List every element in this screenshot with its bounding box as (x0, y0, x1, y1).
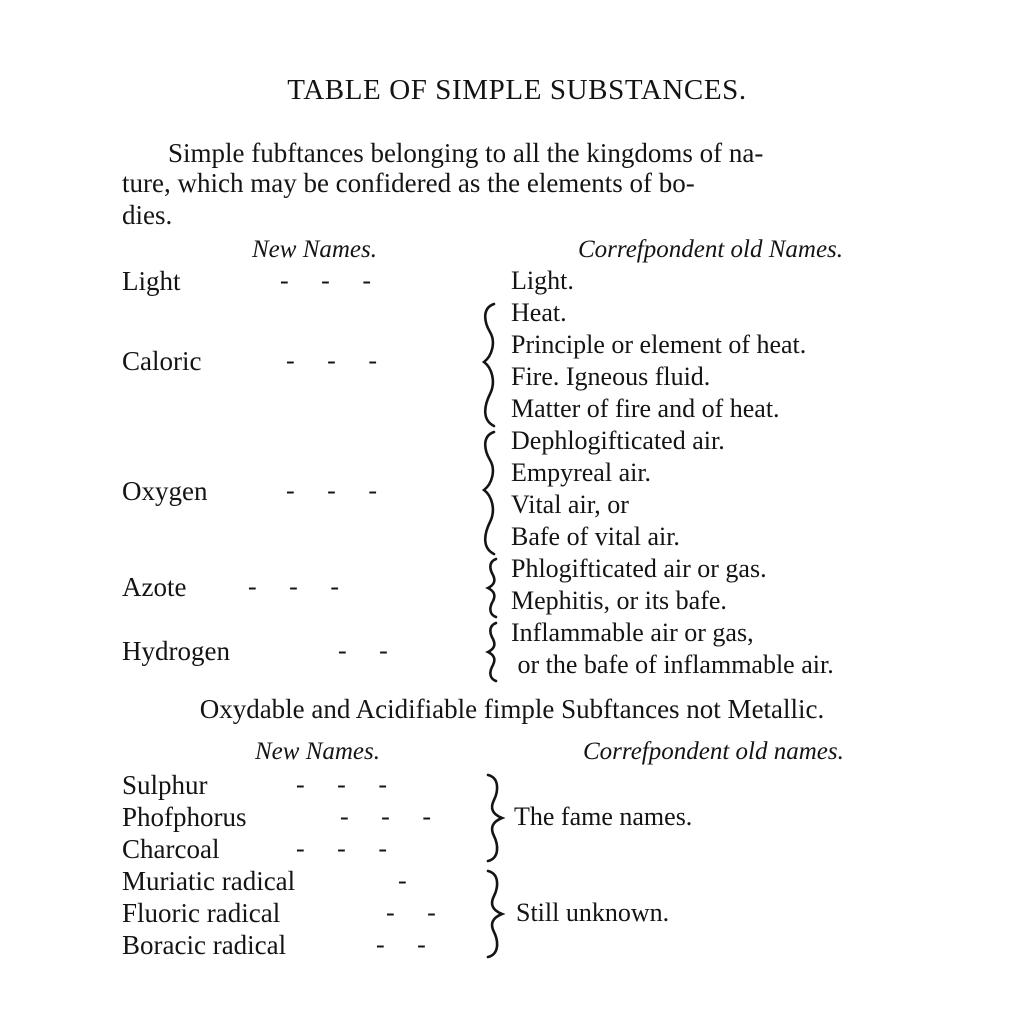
dash-leader: - - (338, 636, 388, 665)
old-name: Light. (511, 266, 574, 295)
brace-icon (478, 300, 508, 430)
intro-line-3: dies. (122, 200, 173, 230)
new-name-hydrogen: Hydrogen (122, 636, 230, 666)
old-name: Mephitis, or its bafe. (511, 586, 727, 615)
new-name-boracic-radical: Boracic radical (122, 930, 287, 960)
brace-icon (478, 428, 508, 558)
brace-icon (482, 556, 506, 620)
dash-leader: - - - (286, 476, 377, 505)
new-name-phosphorus: Phofphorus (122, 802, 247, 832)
old-name: Heat. (511, 298, 567, 327)
old-name: Principle or element of heat. (511, 330, 807, 359)
old-name: Dephlogifticated air. (511, 426, 725, 455)
old-name: Inflammable air or gas, (511, 618, 754, 647)
new-name-light: Light (122, 266, 181, 296)
new-name-muriatic-radical: Muriatic radical (122, 866, 296, 896)
old-name: Still unknown. (516, 898, 670, 927)
dash-leader: - - (376, 930, 426, 959)
new-name-oxygen: Oxygen (122, 476, 208, 506)
brace-icon (484, 868, 510, 960)
dash-leader: - - - (296, 834, 387, 863)
new-name-azote: Azote (122, 572, 187, 602)
old-name: Vital air, or (511, 490, 629, 519)
old-name: or the bafe of inflammable air. (511, 650, 834, 679)
brace-icon (484, 772, 510, 864)
col-new-names-heading: New Names. (255, 738, 380, 765)
new-name-caloric: Caloric (122, 346, 202, 376)
dash-leader: - - - (280, 266, 371, 295)
new-name-charcoal: Charcoal (122, 834, 220, 864)
intro-line-2: ture, which may be confidered as the elements of bo- (122, 168, 695, 198)
brace-icon (482, 620, 506, 684)
intro-line-1: Simple fubftances belonging to all the kingdoms of na- (168, 138, 764, 168)
dash-leader: - - - (286, 346, 377, 375)
page-title: TABLE OF SIMPLE SUBSTANCES. (287, 74, 747, 106)
new-name-fluoric-radical: Fluoric radical (122, 898, 281, 928)
dash-leader: - - (386, 898, 436, 927)
dash-leader: - (398, 866, 407, 895)
new-name-sulphur: Sulphur (122, 770, 208, 800)
old-name: The fame names. (514, 802, 693, 831)
old-name: Fire. Igneous fluid. (511, 362, 711, 391)
old-name: Matter of fire and of heat. (511, 394, 780, 423)
old-name: Phlogifticated air or gas. (511, 554, 767, 583)
dash-leader: - - - (248, 572, 339, 601)
dash-leader: - - - (340, 802, 431, 831)
old-name: Empyreal air. (511, 458, 652, 487)
col-new-names-heading: New Names. (252, 236, 377, 263)
old-name: Bafe of vital air. (511, 522, 680, 551)
section-subheading: Oxydable and Acidifiable fimple Subftances not Metallic. (199, 694, 825, 724)
col-old-names-heading: Correfpondent old Names. (578, 236, 844, 263)
col-old-names-heading: Correfpondent old names. (583, 738, 844, 765)
dash-leader: - - - (296, 770, 387, 799)
